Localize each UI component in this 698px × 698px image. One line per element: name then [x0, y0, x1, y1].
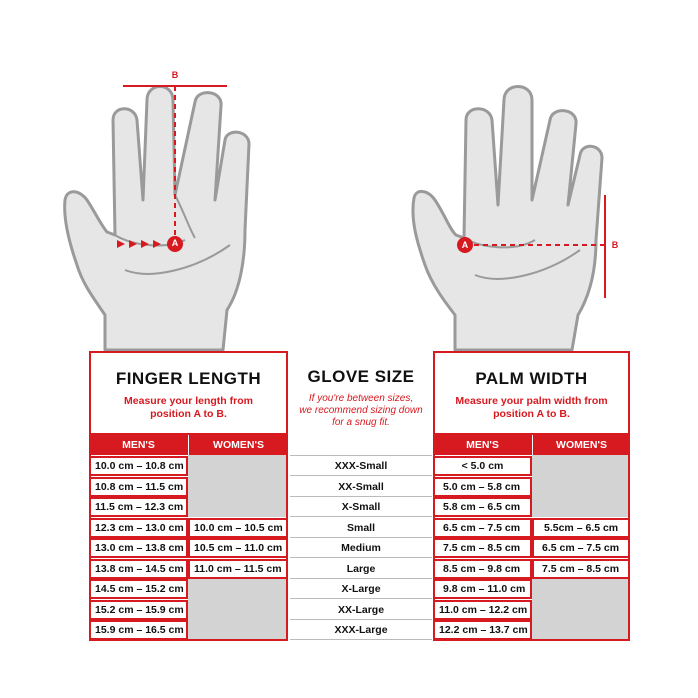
finger-length-instruction-1: Measure your length from	[124, 395, 253, 407]
finger-mens-row: 14.5 cm – 15.2 cm	[89, 579, 188, 599]
palm-mens-row: 8.5 cm – 9.8 cm	[433, 559, 532, 579]
glove-size-note-2: we recommend sizing down	[299, 405, 423, 416]
right-point-a-label: A	[461, 240, 469, 250]
finger-mens-row: 10.8 cm – 11.5 cm	[89, 477, 188, 497]
finger-length-title: FINGER LENGTH	[115, 369, 262, 388]
glove-size-title: GLOVE SIZE	[307, 367, 415, 386]
palm-womens-row: 5.5cm – 6.5 cm	[532, 518, 630, 538]
finger-length-instruction-2: position A to B.	[150, 408, 227, 420]
palm-womens-row: 6.5 cm – 7.5 cm	[532, 538, 630, 558]
right-hand-outline	[413, 87, 602, 351]
finger-mens-row: 15.2 cm – 15.9 cm	[89, 600, 188, 620]
palm-width-instruction-1: Measure your palm width from	[455, 395, 608, 407]
finger-womens-row: 11.0 cm – 11.5 cm	[188, 559, 288, 579]
palm-mens-row: 5.8 cm – 6.5 cm	[433, 497, 532, 517]
palm-width-title: PALM WIDTH	[475, 369, 588, 388]
finger-womens-row: 10.5 cm – 11.0 cm	[188, 538, 288, 558]
palm-womens-empty-top	[532, 455, 630, 517]
glove-size-row: XX-Large	[290, 600, 432, 620]
palm-mens-row: 6.5 cm – 7.5 cm	[433, 518, 532, 538]
right-point-b-label: B	[611, 240, 619, 250]
left-hand-finger-diagram	[55, 60, 265, 355]
right-hand-palm-diagram	[400, 80, 615, 355]
glove-size-row: Large	[290, 559, 432, 579]
finger-mens-row: 15.9 cm – 16.5 cm	[89, 620, 188, 640]
glove-size-row: XX-Small	[290, 477, 432, 497]
finger-womens-empty-bottom	[188, 578, 288, 640]
palm-mens-row: 12.2 cm – 13.7 cm	[433, 620, 532, 640]
finger-mens-row: 12.3 cm – 13.0 cm	[89, 518, 188, 538]
finger-length-header	[89, 351, 288, 435]
finger-mens-row: 11.5 cm – 12.3 cm	[89, 497, 188, 517]
glove-size-row: Medium	[290, 538, 432, 558]
palm-mens-row: 7.5 cm – 8.5 cm	[433, 538, 532, 558]
palm-mens-row: 9.8 cm – 11.0 cm	[433, 579, 532, 599]
glove-size-row: Small	[290, 518, 432, 538]
palm-womens-row: 7.5 cm – 8.5 cm	[532, 559, 630, 579]
finger-womens-header: WOMEN'S	[188, 435, 288, 455]
finger-womens-empty-top	[188, 455, 288, 517]
left-point-b-label: B	[171, 70, 179, 80]
glove-size-note-1: If you're between sizes,	[308, 393, 414, 404]
finger-womens-row: 10.0 cm – 10.5 cm	[188, 518, 288, 538]
finger-mens-row: 13.0 cm – 13.8 cm	[89, 538, 188, 558]
finger-mens-row: 10.0 cm – 10.8 cm	[89, 456, 188, 476]
palm-width-header	[433, 351, 630, 435]
glove-size-note-3: for a snug fit.	[332, 417, 390, 428]
glove-size-row: XXX-Small	[290, 456, 432, 476]
palm-womens-empty-bottom	[532, 578, 630, 640]
glove-size-row: X-Small	[290, 497, 432, 517]
palm-mens-row: < 5.0 cm	[433, 456, 532, 476]
palm-width-instruction-2: position A to B.	[493, 408, 570, 420]
finger-mens-header: MEN'S	[89, 435, 188, 455]
palm-mens-row: 5.0 cm – 5.8 cm	[433, 477, 532, 497]
glove-size-top-rule	[290, 455, 432, 456]
glove-size-row: XXX-Large	[290, 620, 432, 640]
palm-mens-row: 11.0 cm – 12.2 cm	[433, 600, 532, 620]
left-hand-outline	[65, 87, 249, 351]
finger-mens-row: 13.8 cm – 14.5 cm	[89, 559, 188, 579]
palm-mens-header: MEN'S	[433, 435, 532, 455]
glove-size-row: X-Large	[290, 579, 432, 599]
left-point-a-label: A	[171, 238, 179, 248]
palm-womens-header: WOMEN'S	[532, 435, 630, 455]
